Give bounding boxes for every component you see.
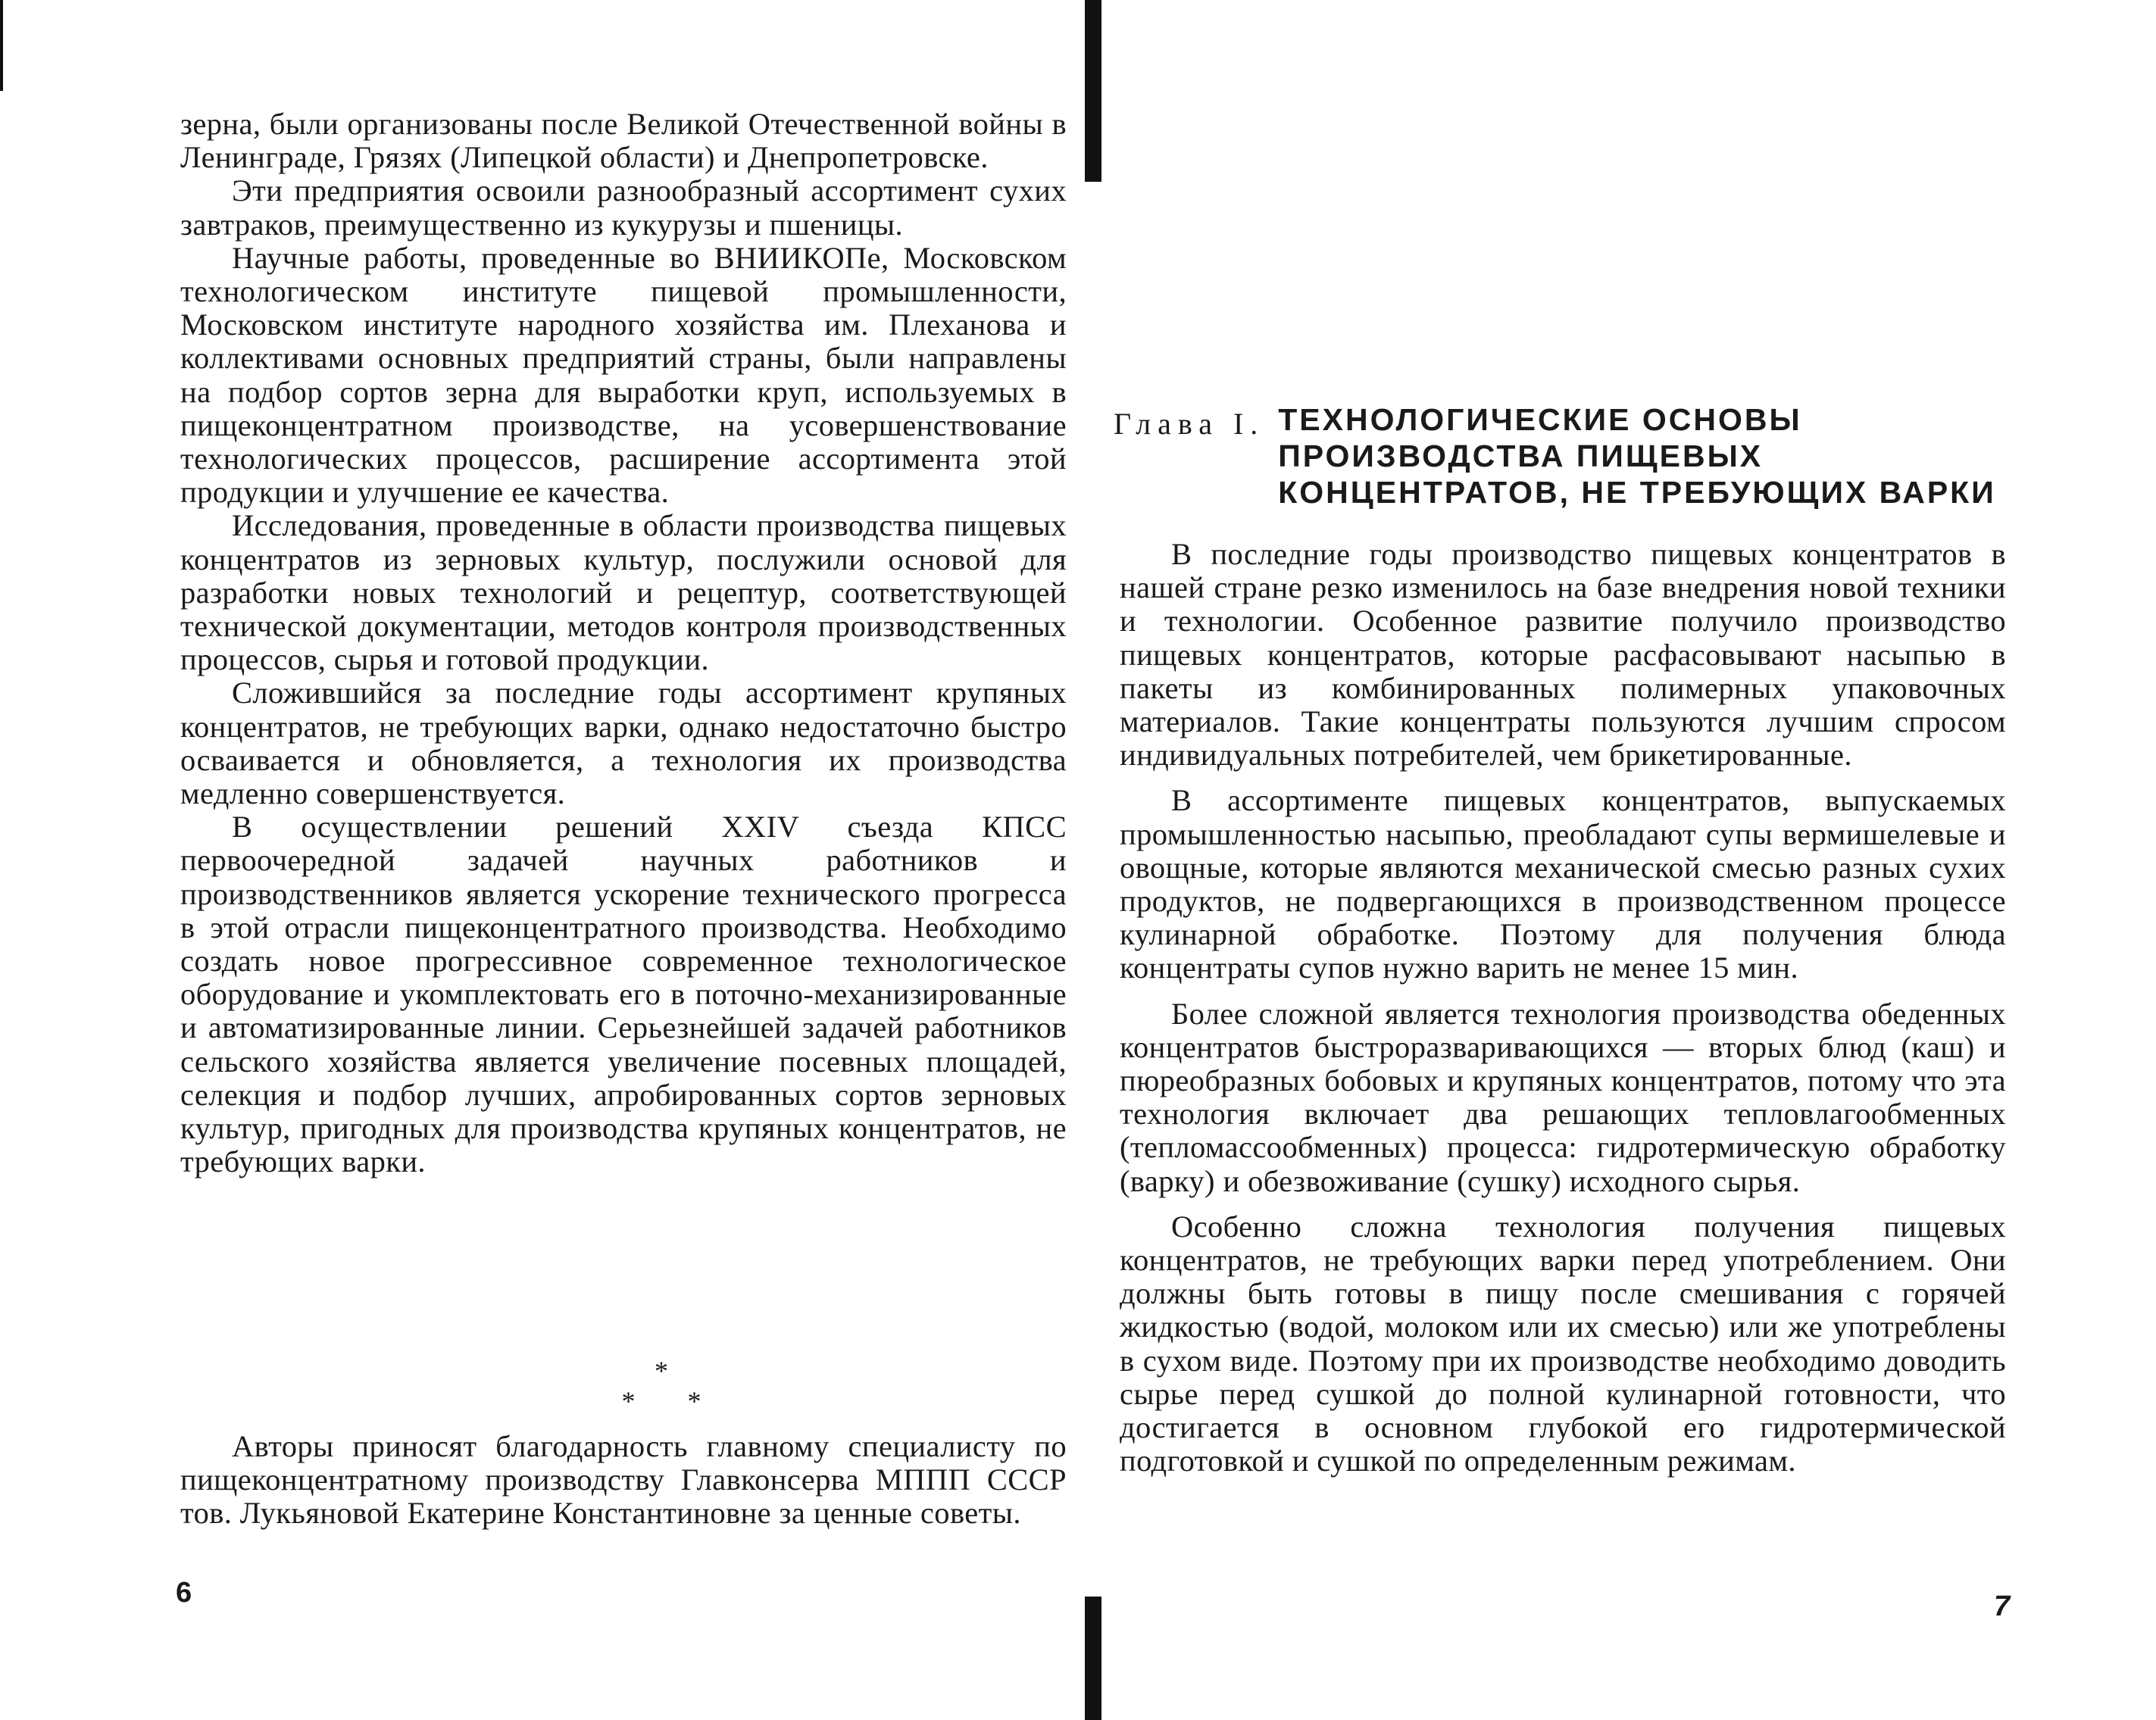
- paragraph: Эти предприятия освоили разнообразный ассортимент сухих завтраков, преимущественно из кукурузы и пшеницы.: [180, 173, 1067, 242]
- acknowledgement: [180, 1430, 1067, 1531]
- page-number-right: 7: [1994, 1590, 2011, 1622]
- left-page-body: [180, 108, 1067, 1179]
- separator-bottom: * *: [621, 1386, 701, 1416]
- page-number-left: 6: [176, 1577, 192, 1609]
- paragraph: В последние годы производство пищевых концентратов в нашей стране резко изменилось на базе внедрения новой техники и технологии. Особенное развитие получило производство пищевых концентратов, которые расфасовывают насыпью в пакеты из комбинированных полимерных упаковочных материалов. Такие концентраты пользуются лучшим спросом индивидуальных потребителей, чем брикетированные.: [1120, 537, 2006, 773]
- paragraph: Более сложной является технология производства обеденных концентратов быстроразваривающихся — вторых блюд (каш) и пюреобразных бобовых и крупяных концентратов, потому что эта технология включает два решающих тепловлагообменных (тепломассообменных) процесса: гидротермическую обработку (варку) и обезвоживание (сушку) исходного сырья.: [1120, 996, 2006, 1198]
- paragraph: зерна, были организованы после Великой Отечественной войны в Ленинграде, Грязях (Липецкой области) и Днепропетровске.: [180, 107, 1067, 175]
- right-page-body: [1120, 538, 2006, 1478]
- paragraph: Исследования, проведенные в области производства пищевых концентратов из зерновых культур, послужили основой для разработки новых технологий и рецептур, соответствующей технической документации, методов контроля производственных процессов, сырья и готовой продукции.: [180, 508, 1067, 677]
- section-separator: [180, 1356, 1067, 1416]
- acknowledgement-text: Авторы приносят благодарность главному специалисту по пищеконцентратному производству Главконсерва МППП СССР тов. Лукьяновой Екатерине Константиновне за ценные советы.: [180, 1429, 1067, 1531]
- chapter-label: Глава I.: [1114, 407, 1265, 441]
- chapter-title: ТЕХНОЛОГИЧЕСКИЕ ОСНОВЫ ПРОИЗВОДСТВА ПИЩЕВЫХ КОНЦЕНТРАТОВ, НЕ ТРЕБУЮЩИХ ВАРКИ: [1278, 402, 1996, 510]
- right-page: [1083, 0, 2156, 1720]
- paragraph: Научные работы, проведенные во ВНИИКОПе, Московском технологическом институте пищевой промышленности, Московском институте народного хозяйства им. Плеханова и коллективами основных предприятий страны, были направлены на подбор сортов зерна для выработки круп, используемых в пищеконцентратном производстве, на усовершенствование технологических процессов, расширение ассортимента этой продукции и улучшение ее качества.: [180, 240, 1067, 510]
- paragraph: В ассортименте пищевых концентратов, выпускаемых промышленностью насыпью, преобладают супы вермишелевые и овощные, которые являются механической смесью разных сухих продуктов, не подвергающихся в производственном процессе кулинарной обработке. Поэтому для получения блюда концентраты супов нужно варить не менее 15 мин.: [1120, 783, 2006, 985]
- separator-top: *: [655, 1356, 668, 1386]
- paragraph: В осуществлении решений XXIV съезда КПСС первоочередной задачей научных работников и производственников является ускорение технического прогресса в этой отрасли пищеконцентратного производства. Необходимо создать новое прогрессивное современное технологическое оборудование и укомплектовать его в поточно-механизированные и автоматизированные линии. Серьезнейшей задачей работников сельского хозяйства является увеличение посевных площадей, селекция и подбор лучших, апробированных сортов зерновых культур, пригодных для производства крупяных концентратов, не требующих варки.: [180, 810, 1067, 1179]
- paragraph: Особенно сложна технология получения пищевых концентратов, не требующих варки перед употреблением. Они должны быть готовы в пищу после смешивания с горячей жидкостью (водой, молоком или их смесью) или же употреблены в сухом виде. Поэтому при их производстве необходимо доводить сырье перед сушкой до полной кулинарной готовности, что достигается в основном глубокой его гидротермической подготовкой и сушкой по определенным режимам.: [1120, 1209, 2006, 1478]
- paragraph: Сложившийся за последние годы ассортимент крупяных концентратов, не требующих варки, однако недостаточно быстро осваивается и обновляется, а технология их производства медленно совершенствуется.: [180, 676, 1067, 811]
